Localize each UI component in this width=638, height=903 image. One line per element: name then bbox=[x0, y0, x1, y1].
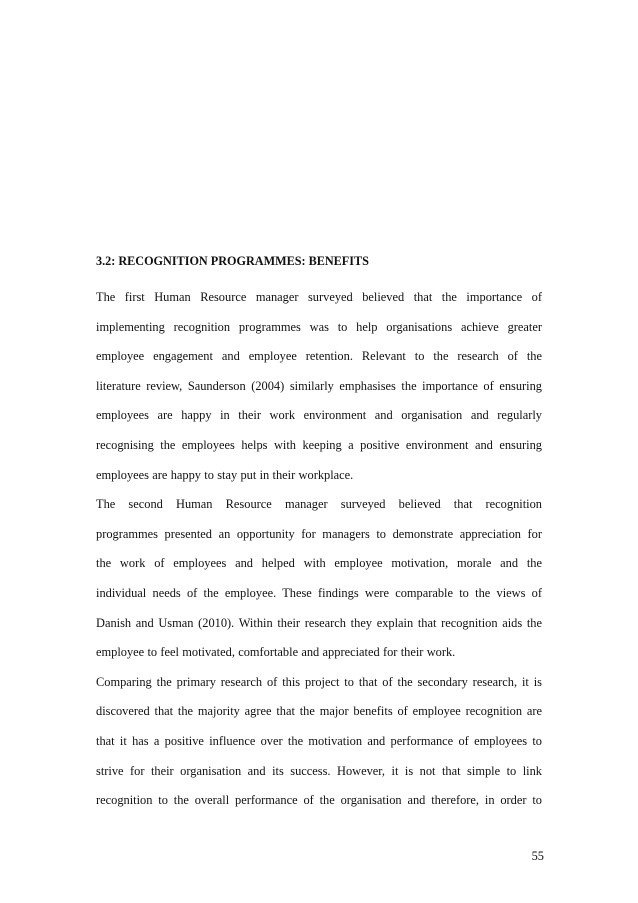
paragraph-3-line: discovered that the majority agree that the major benefits of employee recognition are bbox=[96, 704, 542, 719]
paragraph-2-line: programmes presented an opportunity for managers to demonstrate appreciation for bbox=[96, 526, 542, 541]
paragraph-1-line: The first Human Resource manager surveyed believed that the importance of bbox=[96, 290, 542, 304]
paragraph-2-line: employee to feel motivated, comfortable and appreciated for their work. bbox=[96, 645, 456, 660]
paragraph-3-line: recognition to the overall performance of the organisation and therefore, in order to bbox=[96, 793, 542, 808]
paragraph-3-line: that it has a positive influence over the motivation and performance of employees to bbox=[96, 733, 542, 748]
paragraph-1-line: implementing recognition programmes was to help organisations achieve greater bbox=[96, 319, 542, 334]
paragraph-2-line: The second Human Resource manager surveyed believed that recognition bbox=[96, 497, 542, 512]
paragraph-2-line: the work of employees and helped with employee motivation, morale and the bbox=[96, 556, 542, 571]
paragraph-3-line: Comparing the primary research of this project to that of the secondary research, it is bbox=[96, 674, 542, 689]
paragraph-2 bbox=[96, 490, 542, 668]
page-number: 55 bbox=[531, 849, 544, 863]
paragraph-1 bbox=[96, 283, 542, 490]
paragraph-1-line: employees are happy to stay put in their workplace. bbox=[96, 467, 354, 482]
paragraph-2-line: Danish and Usman (2010). Within their research they explain that recognition aids the bbox=[96, 615, 542, 630]
paragraph-2-line: individual needs of the employee. These findings were comparable to the views of bbox=[96, 585, 542, 600]
paragraph-1-line: literature review, Saunderson (2004) similarly emphasises the importance of ensuring bbox=[96, 378, 542, 393]
paragraph-1-line: recognising the employees helps with keeping a positive environment and ensuring bbox=[96, 437, 542, 452]
paragraph-3 bbox=[96, 668, 542, 816]
paragraph-1-line: employees are happy in their work environment and organisation and regularly bbox=[96, 408, 542, 423]
paragraph-3-line: strive for their organisation and its success. However, it is not that simple to link bbox=[96, 763, 542, 778]
page-content bbox=[96, 253, 542, 816]
section-heading: 3.2: RECOGNITION PROGRAMMES: BENEFITS bbox=[96, 254, 369, 268]
paragraph-1-line: employee engagement and employee retention. Relevant to the research of the bbox=[96, 349, 542, 364]
